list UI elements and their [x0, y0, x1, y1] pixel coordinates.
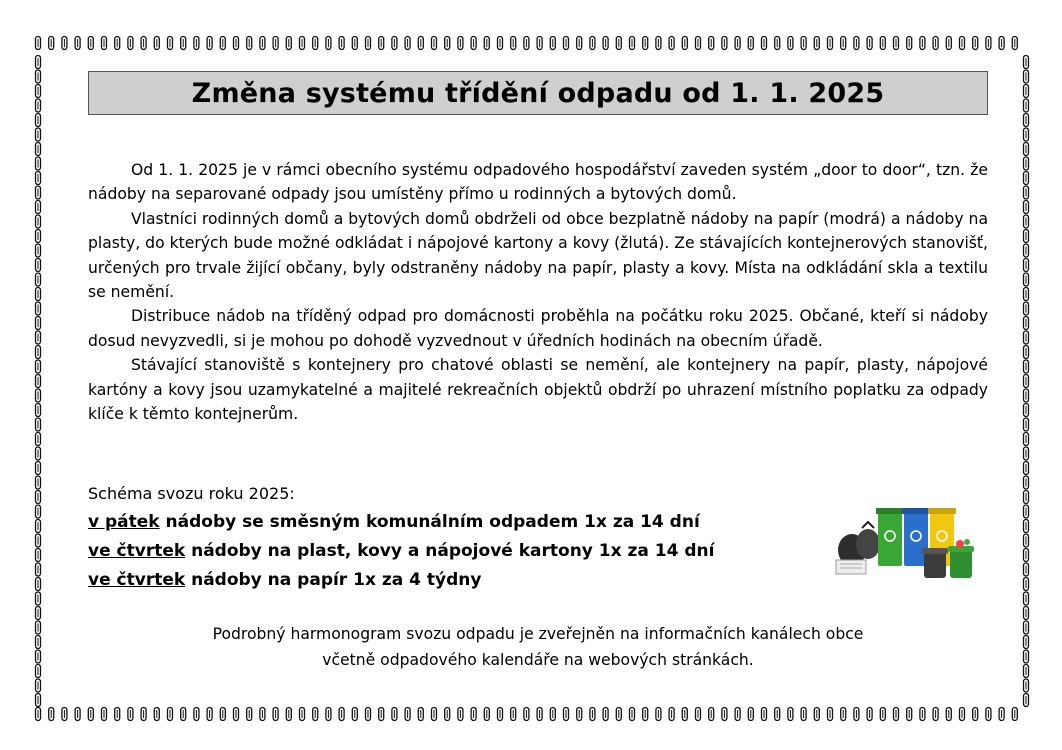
- paperclip-icon: [643, 708, 648, 721]
- paperclip-icon: [392, 708, 397, 721]
- paperclip-icon: [484, 37, 489, 50]
- paperclip-icon: [1024, 85, 1029, 98]
- paperclip-icon: [1024, 679, 1029, 692]
- paperclip-icon: [154, 37, 159, 50]
- paperclip-icon: [973, 708, 978, 721]
- paperclip-icon: [181, 37, 186, 50]
- paperclip-icon: [36, 70, 41, 83]
- paperclip-icon: [286, 708, 291, 721]
- paperclip-icon: [260, 708, 265, 721]
- recycling-bins-icon: [832, 500, 982, 585]
- paperclip-icon: [418, 37, 423, 50]
- paperclip-icon: [36, 505, 41, 518]
- paperclip-icon: [907, 37, 912, 50]
- paperclip-icon: [841, 37, 846, 50]
- paperclip-icon: [814, 37, 819, 50]
- paperclip-icon: [1024, 476, 1029, 489]
- paperclip-icon: [1024, 70, 1029, 83]
- paperclip-icon: [669, 708, 674, 721]
- paperclip-icon: [1024, 621, 1029, 634]
- paperclip-icon: [748, 37, 753, 50]
- paperclip-icon: [920, 708, 925, 721]
- paperclip-icon: [194, 37, 199, 50]
- paperclip-icon: [946, 708, 951, 721]
- paperclip-icon: [207, 708, 212, 721]
- paperclip-icon: [36, 592, 41, 605]
- paperclip-icon: [788, 37, 793, 50]
- body-text: [88, 158, 988, 426]
- paperclip-icon: [1024, 607, 1029, 620]
- paperclip-icon: [1024, 346, 1029, 359]
- paperclip-icon: [537, 708, 542, 721]
- paperclip-icon: [300, 37, 305, 50]
- paperclip-icon: [564, 708, 569, 721]
- paperclip-icon: [471, 37, 476, 50]
- paperclip-icon: [405, 37, 410, 50]
- paperclip-icon: [524, 708, 529, 721]
- paperclip-icon: [564, 37, 569, 50]
- paperclip-icon: [828, 708, 833, 721]
- paperclip-icon: [630, 708, 635, 721]
- paperclip-icon: [36, 128, 41, 141]
- paperclip-icon: [168, 37, 173, 50]
- paperclip-icon: [722, 708, 727, 721]
- paperclip-icon: [1024, 418, 1029, 431]
- paperclip-icon: [748, 708, 753, 721]
- paperclip-icon: [36, 317, 41, 330]
- paperclip-icon: [775, 37, 780, 50]
- paperclip-icon: [696, 37, 701, 50]
- paperclip-icon: [1024, 128, 1029, 141]
- paperclip-icon: [36, 549, 41, 562]
- paperclip-icon: [1024, 549, 1029, 562]
- paperclip-icon: [550, 37, 555, 50]
- paperclip-icon: [36, 259, 41, 272]
- paperclip-icon: [643, 37, 648, 50]
- paperclip-icon: [49, 37, 54, 50]
- page-title: Změna systému třídění odpadu od 1. 1. 2025: [191, 77, 885, 109]
- paperclip-icon: [339, 37, 344, 50]
- paperclip-icon: [36, 273, 41, 286]
- paperclip-icon: [1024, 143, 1029, 156]
- footer-note: [88, 621, 988, 673]
- paperclip-icon: [1024, 447, 1029, 460]
- paperclip-icon: [880, 37, 885, 50]
- paperclip-icon: [260, 37, 265, 50]
- paperclip-icon: [1024, 360, 1029, 373]
- paperclip-icon: [128, 708, 133, 721]
- paperclip-icon: [313, 37, 318, 50]
- paperclip-icon: [36, 418, 41, 431]
- paperclip-icon: [1024, 259, 1029, 272]
- paperclip-icon: [669, 37, 674, 50]
- paperclip-icon: [1024, 288, 1029, 301]
- paperclip-icon: [352, 37, 357, 50]
- paperclip-icon: [986, 37, 991, 50]
- paperclip-icon: [511, 37, 516, 50]
- paperclip-icon: [432, 37, 437, 50]
- paperclip-icon: [36, 360, 41, 373]
- paperclip-icon: [36, 491, 41, 504]
- paperclip-icon: [616, 708, 621, 721]
- paperclip-icon: [36, 230, 41, 243]
- paperclip-icon: [907, 708, 912, 721]
- paperclip-icon: [247, 708, 252, 721]
- paperclip-icon: [313, 708, 318, 721]
- paperclip-icon: [36, 708, 41, 721]
- paperclip-icon: [36, 621, 41, 634]
- paperclip-icon: [1024, 563, 1029, 576]
- paperclip-icon: [788, 708, 793, 721]
- paperclip-icon: [682, 708, 687, 721]
- paperclip-icon: [537, 37, 542, 50]
- paperclip-icon: [62, 37, 67, 50]
- paperclip-icon: [616, 37, 621, 50]
- schedule-text: nádoby na papír 1x za 4 týdny: [185, 570, 482, 590]
- schedule-day: v pátek: [88, 512, 160, 532]
- paperclip-icon: [1024, 694, 1029, 707]
- paperclip-icon: [445, 708, 450, 721]
- paperclip-icon: [352, 708, 357, 721]
- paperclip-icon: [933, 708, 938, 721]
- schedule-heading: Schéma svozu roku 2025:: [88, 484, 295, 503]
- paperclip-icon: [36, 476, 41, 489]
- paperclip-icon: [36, 346, 41, 359]
- paperclip-icon: [36, 375, 41, 388]
- paperclip-icon: [1024, 157, 1029, 170]
- paperclip-icon: [115, 708, 120, 721]
- paragraph-intro: Od 1. 1. 2025 je v rámci obecního systému odpadového hospodářství zaveden systém „door to door“, tzn. že nádoby na separované odpady jsou umístěny přímo u rodinných a bytových domů.: [88, 161, 988, 204]
- paperclip-icon: [1024, 375, 1029, 388]
- paperclip-icon: [128, 37, 133, 50]
- paperclip-icon: [894, 37, 899, 50]
- schedule-item-plastic: [88, 537, 808, 566]
- paperclip-icon: [1024, 302, 1029, 315]
- paperclip-icon: [458, 708, 463, 721]
- paperclip-icon: [1024, 201, 1029, 214]
- paperclip-icon: [286, 37, 291, 50]
- paperclip-icon: [590, 37, 595, 50]
- paragraph-distribution: Distribuce nádob na tříděný odpad pro domácnosti proběhla na počátku roku 2025. Občané, kteří si nádoby dosud nevyzvedli, si je mohou po dohodě vyzvednout v úředních hodinách na obecním úřadě.: [88, 307, 988, 350]
- paperclip-icon: [36, 433, 41, 446]
- paperclip-icon: [867, 708, 872, 721]
- paperclip-icon: [207, 37, 212, 50]
- paperclip-icon: [682, 37, 687, 50]
- paperclip-icon: [920, 37, 925, 50]
- paperclip-icon: [973, 37, 978, 50]
- paperclip-icon: [1024, 273, 1029, 286]
- schedule-item-mixed: [88, 508, 808, 537]
- paperclip-icon: [36, 331, 41, 344]
- paperclip-icon: [603, 37, 608, 50]
- paperclip-icon: [49, 708, 54, 721]
- paperclip-icon: [36, 114, 41, 127]
- schedule-day: ve čtvrtek: [88, 541, 186, 561]
- paperclip-icon: [894, 708, 899, 721]
- paperclip-icon: [36, 650, 41, 663]
- paragraph-owners: Vlastníci rodinných domů a bytových domů obdrželi od obce bezplatně nádoby na papír (modrá) a nádoby na plasty, do kterých bude možné odkládat i nápojové kartony a kovy (žlutá). Ze stávajících kontejnerových stanovišť, určených pro trvale žijící občany, byly odstraněny nádoby na papír, plasty a kovy. Místa na odkládání skla a textilu se nemění.: [88, 209, 988, 302]
- paperclip-icon: [1024, 462, 1029, 475]
- paperclip-icon: [696, 708, 701, 721]
- paperclip-icon: [141, 708, 146, 721]
- paperclip-icon: [709, 708, 714, 721]
- paperclip-icon: [36, 679, 41, 692]
- paperclip-icon: [88, 37, 93, 50]
- paperclip-icon: [1024, 636, 1029, 649]
- paperclip-icon: [379, 708, 384, 721]
- paperclip-icon: [36, 694, 41, 707]
- paperclip-icon: [102, 708, 107, 721]
- paperclip-icon: [1024, 578, 1029, 591]
- footer-line-2: včetně odpadového kalendáře na webových stránkách.: [322, 651, 754, 669]
- paperclip-icon: [445, 37, 450, 50]
- paperclip-icon: [88, 708, 93, 721]
- paperclip-icon: [1024, 114, 1029, 127]
- paperclip-icon: [36, 99, 41, 112]
- paperclip-icon: [999, 37, 1004, 50]
- paperclip-icon: [36, 578, 41, 591]
- paperclip-icon: [36, 201, 41, 214]
- paperclip-icon: [577, 37, 582, 50]
- paperclip-icon: [36, 520, 41, 533]
- paperclip-icon: [814, 708, 819, 721]
- paperclip-icon: [36, 143, 41, 156]
- paperclip-icon: [735, 37, 740, 50]
- paperclip-icon: [181, 708, 186, 721]
- paperclip-icon: [194, 708, 199, 721]
- schedule-day: ve čtvrtek: [88, 570, 186, 590]
- paperclip-icon: [801, 37, 806, 50]
- paperclip-icon: [1024, 186, 1029, 199]
- paperclip-icon: [36, 186, 41, 199]
- paperclip-icon: [36, 302, 41, 315]
- paperclip-icon: [36, 56, 41, 69]
- paperclip-icon: [392, 37, 397, 50]
- paperclip-icon: [1024, 389, 1029, 402]
- paperclip-icon: [36, 288, 41, 301]
- paperclip-icon: [590, 708, 595, 721]
- title-box: [88, 71, 988, 115]
- paperclip-icon: [36, 404, 41, 417]
- paperclip-icon: [1024, 534, 1029, 547]
- paperclip-icon: [36, 462, 41, 475]
- paperclip-icon: [577, 708, 582, 721]
- paperclip-icon: [75, 708, 80, 721]
- paperclip-icon: [630, 37, 635, 50]
- paperclip-icon: [1024, 230, 1029, 243]
- paperclip-icon: [801, 708, 806, 721]
- paperclip-icon: [168, 708, 173, 721]
- paperclip-icon: [1024, 505, 1029, 518]
- paperclip-icon: [524, 37, 529, 50]
- paperclip-icon: [36, 37, 41, 50]
- paperclip-icon: [339, 708, 344, 721]
- paperclip-icon: [498, 708, 503, 721]
- paperclip-icon: [366, 708, 371, 721]
- paperclip-icon: [36, 389, 41, 402]
- paperclip-icon: [1024, 433, 1029, 446]
- paperclip-icon: [220, 708, 225, 721]
- paperclip-icon: [946, 37, 951, 50]
- paperclip-icon: [36, 665, 41, 678]
- paperclip-icon: [36, 157, 41, 170]
- paperclip-icon: [1024, 665, 1029, 678]
- paperclip-icon: [326, 708, 331, 721]
- paperclip-icon: [484, 708, 489, 721]
- paperclip-icon: [999, 708, 1004, 721]
- paperclip-icon: [75, 37, 80, 50]
- paperclip-icon: [405, 708, 410, 721]
- paperclip-icon: [366, 37, 371, 50]
- paperclip-icon: [1024, 99, 1029, 112]
- paperclip-icon: [234, 708, 239, 721]
- paperclip-icon: [102, 37, 107, 50]
- paperclip-icon: [379, 37, 384, 50]
- paperclip-icon: [418, 708, 423, 721]
- paperclip-icon: [62, 708, 67, 721]
- paperclip-icon: [762, 708, 767, 721]
- paperclip-icon: [1012, 37, 1017, 50]
- paperclip-icon: [1012, 708, 1017, 721]
- paperclip-icon: [986, 708, 991, 721]
- paperclip-icon: [154, 708, 159, 721]
- paragraph-cottages: Stávající stanoviště s kontejnery pro chatové oblasti se nemění, ale kontejnery na papír, plasty, nápojové kartóny a kovy jsou uzamykatelné a majitelé rekreačních objektů obdrží po uhrazení místního poplatku za odpady klíče k těmto kontejnerům.: [88, 356, 988, 424]
- paperclip-icon: [36, 534, 41, 547]
- paperclip-icon: [36, 636, 41, 649]
- paperclip-icon: [300, 708, 305, 721]
- paperclip-icon: [762, 37, 767, 50]
- paperclip-icon: [511, 708, 516, 721]
- paperclip-icon: [471, 708, 476, 721]
- paperclip-icon: [458, 37, 463, 50]
- paperclip-icon: [854, 708, 859, 721]
- paperclip-icon: [1024, 331, 1029, 344]
- paperclip-icon: [498, 37, 503, 50]
- paperclip-icon: [1024, 244, 1029, 257]
- paperclip-icon: [115, 37, 120, 50]
- paperclip-icon: [1024, 592, 1029, 605]
- paperclip-icon: [709, 37, 714, 50]
- paperclip-icon: [735, 708, 740, 721]
- paperclip-icon: [326, 37, 331, 50]
- paperclip-icon: [36, 85, 41, 98]
- paperclip-icon: [722, 37, 727, 50]
- paperclip-icon: [656, 37, 661, 50]
- paperclip-icon: [1024, 491, 1029, 504]
- paperclip-icon: [775, 708, 780, 721]
- paperclip-icon: [933, 37, 938, 50]
- paperclip-icon: [1024, 215, 1029, 228]
- paperclip-icon: [141, 37, 146, 50]
- paperclip-icon: [36, 563, 41, 576]
- schedule-item-paper: [88, 566, 808, 595]
- paperclip-icon: [36, 215, 41, 228]
- paperclip-icon: [247, 37, 252, 50]
- paperclip-icon: [1024, 404, 1029, 417]
- paperclip-icon: [1024, 650, 1029, 663]
- collection-schedule: [88, 479, 808, 595]
- paperclip-icon: [841, 708, 846, 721]
- paperclip-icon: [867, 37, 872, 50]
- paperclip-icon: [1024, 520, 1029, 533]
- paperclip-icon: [220, 37, 225, 50]
- paperclip-icon: [273, 708, 278, 721]
- paperclip-icon: [1024, 172, 1029, 185]
- paperclip-icon: [880, 708, 885, 721]
- paperclip-icon: [234, 37, 239, 50]
- paperclip-icon: [656, 708, 661, 721]
- paperclip-icon: [603, 708, 608, 721]
- paperclip-icon: [36, 244, 41, 257]
- paperclip-icon: [550, 708, 555, 721]
- paperclip-icon: [854, 37, 859, 50]
- paperclip-icon: [960, 708, 965, 721]
- paperclip-icon: [828, 37, 833, 50]
- paperclip-icon: [36, 447, 41, 460]
- paperclip-icon: [36, 172, 41, 185]
- paperclip-icon: [432, 708, 437, 721]
- footer-line-1: Podrobný harmonogram svozu odpadu je zveřejněn na informačních kanálech obce: [212, 625, 864, 643]
- paperclip-icon: [36, 607, 41, 620]
- paperclip-icon: [273, 37, 278, 50]
- schedule-text: nádoby na plast, kovy a nápojové kartony 1x za 14 dní: [185, 541, 715, 561]
- paperclip-icon: [1024, 317, 1029, 330]
- paperclip-icon: [1024, 56, 1029, 69]
- schedule-text: nádoby se směsným komunálním odpadem 1x za 14 dní: [159, 512, 700, 532]
- paperclip-icon: [960, 37, 965, 50]
